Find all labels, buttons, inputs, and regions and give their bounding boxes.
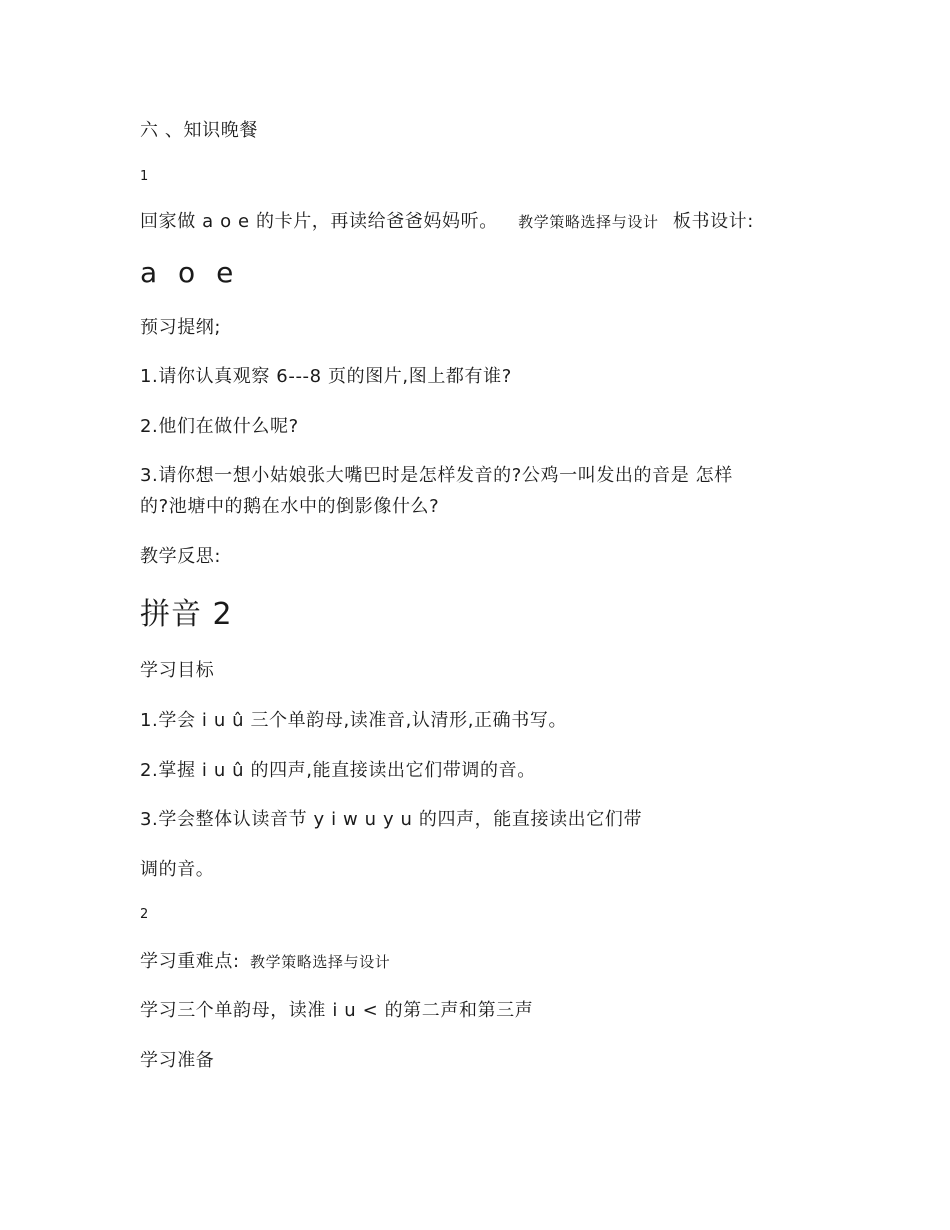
goal-item-3-line-1: 3.学会整体认读音节 y i w u y u 的四声，能直接读出它们带	[140, 809, 643, 830]
strategy-label: 教学策略选择与设计	[518, 213, 659, 231]
outline-item-3-line-2: 的?池塘中的鹅在水中的倒影像什么?	[140, 496, 440, 517]
page-number-2: 2	[140, 907, 149, 922]
outline-item-2: 2.他们在做什么呢?	[140, 416, 299, 437]
outline-item-3-line-1: 3.请你想一想小姑娘张大嘴巴时是怎样发音的?公鸡一叫发出的音是 怎样	[140, 465, 733, 486]
page-number: 1	[140, 169, 149, 184]
homework-text: 回家做 a o e 的卡片，再读给爸爸妈妈听。	[140, 211, 498, 232]
teaching-reflection-label: 教学反思:	[140, 546, 222, 567]
outline-item-1: 1.请你认真观察 6---8 页的图片,图上都有谁?	[140, 366, 512, 387]
goal-item-1: 1.学会 i u û 三个单韵母,读准音,认清形,正确书写。	[140, 710, 568, 731]
goal-item-2: 2.掌握 i u û 的四声,能直接读出它们带调的音。	[140, 760, 536, 781]
strategy-label-2: 教学策略选择与设计	[250, 953, 391, 971]
key-points-label: 学习重难点:	[140, 951, 240, 972]
learning-preparation-title: 学习准备	[140, 1050, 215, 1071]
lesson-title: 拼音 2	[140, 597, 233, 632]
board-letters: a o e	[140, 256, 240, 289]
learning-goals-title: 学习目标	[140, 660, 215, 681]
key-points-line	[140, 953, 390, 971]
homework-line	[140, 213, 754, 231]
board-design-label: 板书设计:	[672, 211, 754, 232]
goal-item-3-line-2: 调的音。	[140, 859, 215, 880]
section-heading-knowledge-dinner: 六 、知识晚餐	[140, 120, 258, 141]
key-points-text: 学习三个单韵母，读准 i u < 的第二声和第三声	[140, 1000, 534, 1021]
preview-outline-title: 预习提纲;	[140, 317, 222, 338]
